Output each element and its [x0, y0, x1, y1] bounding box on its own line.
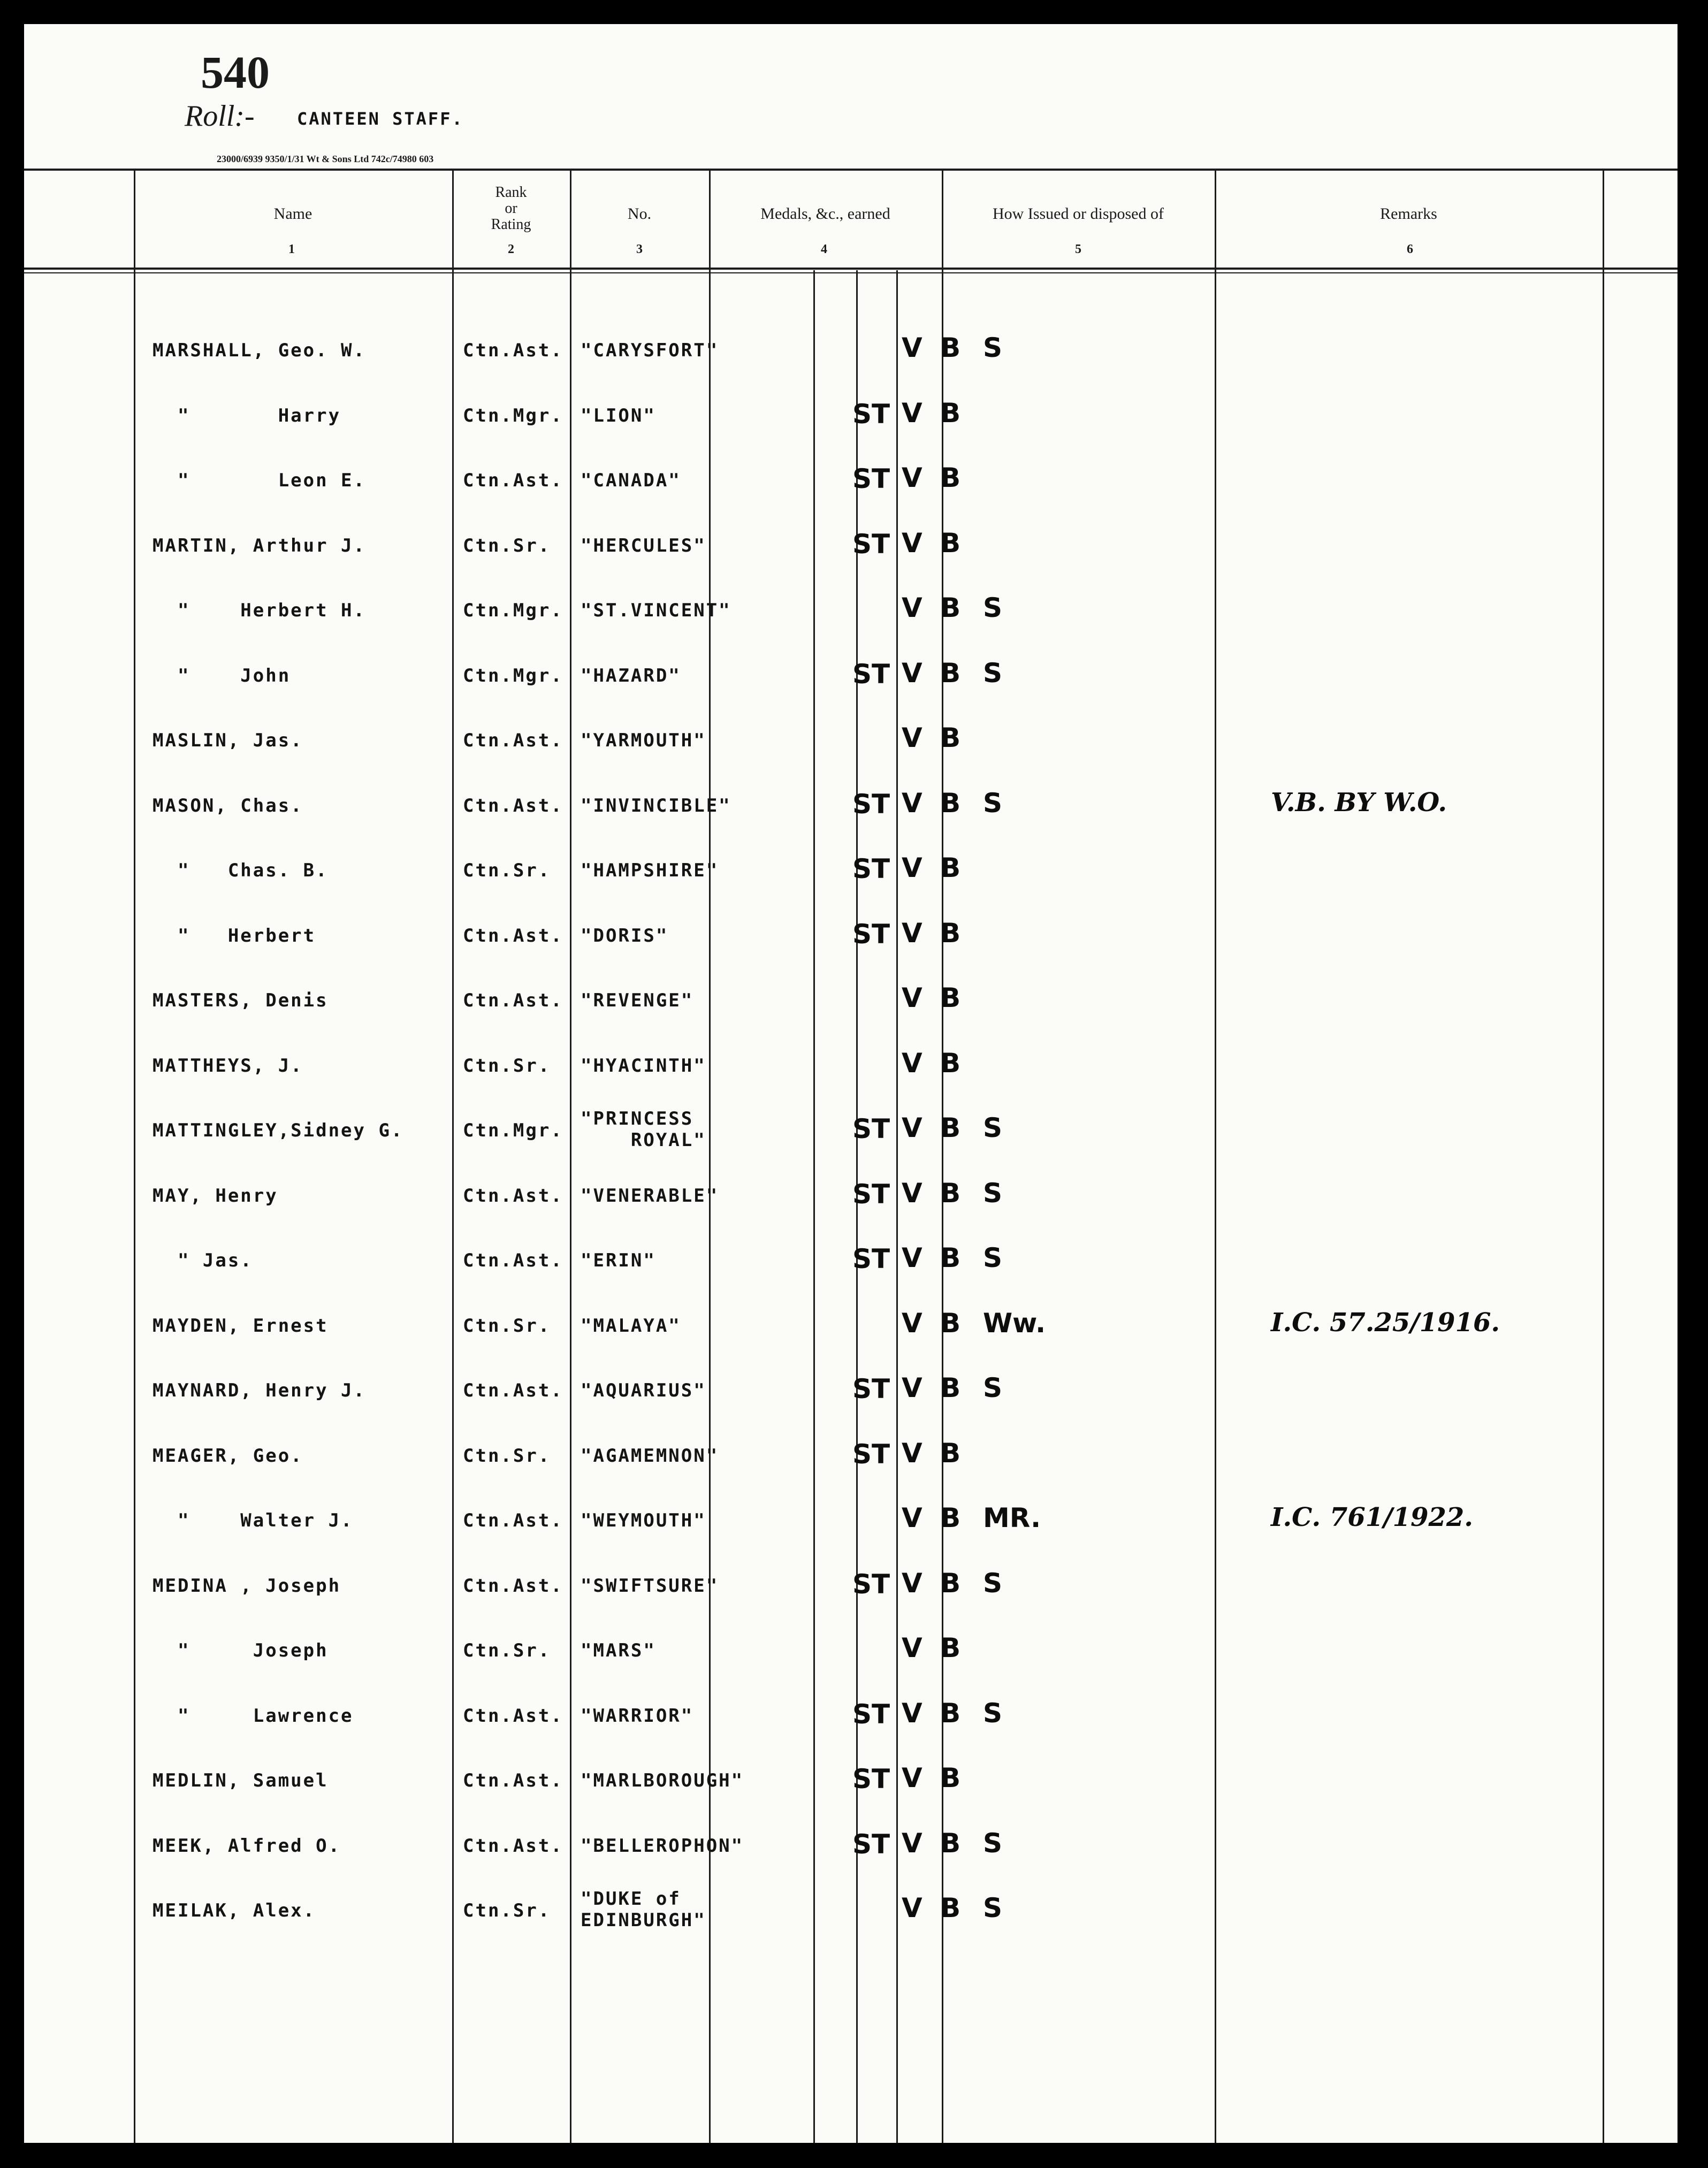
medal-star: ST: [852, 1373, 890, 1404]
medal-victory: V: [902, 1892, 922, 1923]
entry-name: MEAGER, Geo.: [152, 1445, 303, 1467]
issued-mark: S: [983, 1697, 1003, 1729]
medal-victory: V: [902, 787, 922, 819]
entry-ship-no: "PRINCESS ROYAL": [581, 1108, 706, 1151]
entry-rank: Ctn.Ast.: [463, 1250, 563, 1271]
table-row: [24, 1762, 1678, 1813]
table-row: [24, 592, 1678, 643]
entry-rank: Ctn.Ast.: [463, 1185, 563, 1207]
entry-name: MAYNARD, Henry J.: [152, 1380, 366, 1401]
medal-british: B: [940, 527, 961, 559]
medal-british: B: [940, 982, 961, 1013]
medal-star: ST: [852, 918, 890, 950]
header-bottom-rule-2: [24, 272, 1678, 273]
table-row: [24, 332, 1678, 383]
entry-name: MEDLIN, Samuel: [152, 1770, 329, 1791]
entry-name: MEILAK, Alex.: [152, 1900, 316, 1921]
entry-ship-no: "HAZARD": [581, 665, 681, 686]
table-row: [24, 1177, 1678, 1228]
roll-sheet: [24, 24, 1678, 2143]
medal-star: ST: [852, 853, 890, 884]
table-row: [24, 1827, 1678, 1878]
entry-ship-no: "AGAMEMNON": [581, 1445, 719, 1467]
entry-name: MASLIN, Jas.: [152, 730, 303, 751]
entry-ship-no: "WEYMOUTH": [581, 1510, 706, 1531]
entry-ship-no: "HERCULES": [581, 535, 706, 556]
entry-rank: Ctn.Ast.: [463, 1510, 563, 1531]
table-row: [24, 1307, 1678, 1358]
issued-mark: S: [983, 1242, 1003, 1273]
entry-rank: Ctn.Sr.: [463, 860, 551, 881]
medal-victory: V: [902, 1372, 922, 1403]
medal-british: B: [940, 1307, 961, 1339]
entry-name: " Chas. B.: [152, 860, 329, 881]
medal-victory: V: [902, 982, 922, 1013]
table-row: [24, 397, 1678, 448]
entry-ship-no: "CANADA": [581, 470, 681, 491]
entry-rank: Ctn.Ast.: [463, 925, 563, 946]
entry-rank: Ctn.Ast.: [463, 990, 563, 1011]
medal-victory: V: [902, 917, 922, 949]
medal-victory: V: [902, 1762, 922, 1793]
entry-ship-no: "MALAYA": [581, 1315, 681, 1337]
table-row: [24, 982, 1678, 1033]
roll-label: Roll:-: [185, 100, 255, 133]
medal-victory: V: [902, 1112, 922, 1143]
entry-name: MARTIN, Arthur J.: [152, 535, 366, 556]
medal-victory: V: [902, 332, 922, 363]
medal-victory: V: [902, 1502, 922, 1533]
issued-mark: S: [983, 1567, 1003, 1599]
medal-star: ST: [852, 1698, 890, 1730]
table-row: [24, 1242, 1678, 1293]
entry-ship-no: "ERIN": [581, 1250, 656, 1271]
medal-star: ST: [852, 788, 890, 820]
col-number-4: 4: [821, 242, 827, 256]
entry-rank: Ctn.Ast.: [463, 795, 563, 816]
medal-star: ST: [852, 528, 890, 560]
medal-british: B: [940, 722, 961, 753]
medal-british: B: [940, 462, 961, 493]
medal-star: ST: [852, 658, 890, 690]
entry-remark: I.C. 761/1922.: [1271, 1502, 1473, 1532]
entry-remark: I.C. 57.25/1916.: [1271, 1307, 1500, 1338]
table-row: [24, 657, 1678, 708]
col-number-2: 2: [508, 242, 514, 256]
entry-ship-no: "REVENGE": [581, 990, 694, 1011]
medal-british: B: [940, 332, 961, 363]
issued-mark: S: [983, 787, 1003, 819]
entry-rank: Ctn.Sr.: [463, 1445, 551, 1467]
medal-victory: V: [902, 722, 922, 753]
entry-name: MASTERS, Denis: [152, 990, 329, 1011]
issued-mark: Ww.: [983, 1307, 1046, 1339]
medal-british: B: [940, 852, 961, 883]
medal-british: B: [940, 1567, 961, 1599]
issued-mark: S: [983, 1372, 1003, 1403]
entry-ship-no: "SWIFTSURE": [581, 1575, 719, 1597]
entry-name: MEEK, Alfred O.: [152, 1835, 341, 1857]
table-row: [24, 1632, 1678, 1683]
medal-victory: V: [902, 1437, 922, 1469]
entry-ship-no: "MARS": [581, 1640, 656, 1661]
entry-rank: Ctn.Ast.: [463, 730, 563, 751]
medal-victory: V: [902, 657, 922, 689]
medal-victory: V: [902, 852, 922, 883]
entry-name: MAY, Henry: [152, 1185, 278, 1207]
entry-rank: Ctn.Ast.: [463, 1380, 563, 1401]
medal-british: B: [940, 1502, 961, 1533]
medal-star: ST: [852, 398, 890, 430]
table-row: [24, 852, 1678, 903]
medal-victory: V: [902, 397, 922, 429]
entry-rank: Ctn.Ast.: [463, 1705, 563, 1727]
entry-name: " Lawrence: [152, 1705, 354, 1727]
col-header-rank-text: Rank or Rating: [491, 184, 531, 233]
medal-british: B: [940, 657, 961, 689]
col-header-medals: Medals, &c., earned: [760, 205, 890, 223]
medal-victory: V: [902, 1567, 922, 1599]
entry-name: MARSHALL, Geo. W.: [152, 340, 366, 361]
entry-name: " Harry: [152, 404, 341, 426]
entry-rank: Ctn.Sr.: [463, 1055, 551, 1077]
entry-name: MAYDEN, Ernest: [152, 1315, 329, 1337]
col-header-name: Name: [273, 205, 312, 223]
entry-ship-no: "LION": [581, 404, 656, 426]
entry-rank: Ctn.Mgr.: [463, 665, 563, 686]
table-row: [24, 1437, 1678, 1488]
medal-star: ST: [852, 1178, 890, 1210]
entry-ship-no: "VENERABLE": [581, 1185, 719, 1207]
medal-british: B: [940, 1372, 961, 1403]
entry-name: " Jas.: [152, 1250, 253, 1271]
entry-remark: V.B. BY W.O.: [1271, 787, 1447, 818]
col-number-6: 6: [1407, 242, 1413, 256]
table-row: [24, 1372, 1678, 1423]
entry-name: MATTHEYS, J.: [152, 1055, 303, 1077]
top-rule: [24, 169, 1678, 171]
medal-victory: V: [902, 1307, 922, 1339]
medal-victory: V: [902, 592, 922, 623]
entry-rank: Ctn.Ast.: [463, 1575, 563, 1597]
issued-mark: S: [983, 657, 1003, 689]
medal-british: B: [940, 1892, 961, 1923]
col-header-rank: [452, 185, 570, 233]
medal-british: B: [940, 1177, 961, 1209]
col-header-remarks: Remarks: [1380, 205, 1437, 223]
entry-rank: Ctn.Mgr.: [463, 1120, 563, 1141]
medal-victory: V: [902, 527, 922, 559]
entry-ship-no: "DUKE of EDINBURGH": [581, 1888, 706, 1931]
entry-ship-no: "AQUARIUS": [581, 1380, 706, 1401]
table-row: [24, 787, 1678, 838]
medal-british: B: [940, 397, 961, 429]
medal-british: B: [940, 1632, 961, 1663]
medal-british: B: [940, 592, 961, 623]
medal-british: B: [940, 1437, 961, 1469]
medal-victory: V: [902, 1632, 922, 1663]
print-code: 23000/6939 9350/1/31 Wt & Sons Ltd 742c/74980 603: [217, 154, 434, 164]
entry-name: " Leon E.: [152, 470, 366, 491]
entry-name: " Herbert H.: [152, 600, 366, 621]
entry-rank: Ctn.Ast.: [463, 1835, 563, 1857]
entry-rank: Ctn.Mgr.: [463, 404, 563, 426]
medal-victory: V: [902, 1697, 922, 1729]
medal-star: ST: [852, 1113, 890, 1144]
medal-star: ST: [852, 1438, 890, 1470]
medal-british: B: [940, 917, 961, 949]
table-row: [24, 1697, 1678, 1748]
col-header-no: No.: [627, 205, 652, 223]
medal-british: B: [940, 1242, 961, 1273]
table-row: [24, 527, 1678, 578]
entry-rank: Ctn.Ast.: [463, 340, 563, 361]
col-number-3: 3: [636, 242, 643, 256]
medal-british: B: [940, 787, 961, 819]
medal-star: ST: [852, 1243, 890, 1274]
header-bottom-rule: [24, 268, 1678, 270]
entry-name: MATTINGLEY,Sidney G.: [152, 1120, 404, 1141]
medal-victory: V: [902, 1827, 922, 1859]
entry-name: " Herbert: [152, 925, 316, 946]
table-row: [24, 917, 1678, 968]
medal-british: B: [940, 1047, 961, 1079]
entry-rank: Ctn.Sr.: [463, 535, 551, 556]
page-number: 540: [201, 47, 270, 98]
entry-name: MASON, Chas.: [152, 795, 303, 816]
medal-star: ST: [852, 1828, 890, 1860]
table-row: [24, 1108, 1678, 1163]
table-row: [24, 1502, 1678, 1553]
col-header-issued: How Issued or disposed of: [993, 205, 1164, 223]
issued-mark: MR.: [983, 1502, 1041, 1533]
roll-title: CANTEEN STAFF.: [297, 109, 464, 129]
col-number-5: 5: [1075, 242, 1081, 256]
medal-british: B: [940, 1112, 961, 1143]
table-row: [24, 722, 1678, 773]
col-number-1: 1: [288, 242, 295, 256]
medal-victory: V: [902, 1177, 922, 1209]
medal-victory: V: [902, 462, 922, 493]
entry-rank: Ctn.Ast.: [463, 470, 563, 491]
entry-ship-no: "MARLBOROUGH": [581, 1770, 744, 1791]
medal-victory: V: [902, 1047, 922, 1079]
issued-mark: S: [983, 1177, 1003, 1209]
medal-star: ST: [852, 463, 890, 494]
entry-rank: Ctn.Sr.: [463, 1315, 551, 1337]
entry-ship-no: "HYACINTH": [581, 1055, 706, 1077]
issued-mark: S: [983, 332, 1003, 363]
issued-mark: S: [983, 1112, 1003, 1143]
medal-british: B: [940, 1697, 961, 1729]
entry-name: MEDINA , Joseph: [152, 1575, 341, 1597]
entry-ship-no: "ST.VINCENT": [581, 600, 731, 621]
medal-star: ST: [852, 1764, 890, 1795]
entry-name: " Walter J.: [152, 1510, 354, 1531]
entry-ship-no: "HAMPSHIRE": [581, 860, 719, 881]
issued-mark: S: [983, 592, 1003, 623]
table-row: [24, 1567, 1678, 1618]
entry-name: " John: [152, 665, 291, 686]
issued-mark: S: [983, 1892, 1003, 1923]
table-row: [24, 462, 1678, 513]
entry-rank: Ctn.Sr.: [463, 1640, 551, 1661]
entry-ship-no: "YARMOUTH": [581, 730, 706, 751]
entry-rank: Ctn.Sr.: [463, 1900, 551, 1921]
medal-victory: V: [902, 1242, 922, 1273]
medal-star: ST: [852, 1568, 890, 1600]
medal-british: B: [940, 1827, 961, 1859]
entry-ship-no: "WARRIOR": [581, 1705, 694, 1727]
medal-british: B: [940, 1762, 961, 1793]
entry-ship-no: "CARYSFORT": [581, 340, 719, 361]
issued-mark: S: [983, 1827, 1003, 1859]
table-row: [24, 1888, 1678, 1943]
entry-name: " Joseph: [152, 1640, 329, 1661]
entry-ship-no: "BELLEROPHON": [581, 1835, 744, 1857]
table-row: [24, 1047, 1678, 1098]
entry-ship-no: "DORIS": [581, 925, 669, 946]
entry-rank: Ctn.Ast.: [463, 1770, 563, 1791]
entry-rank: Ctn.Mgr.: [463, 600, 563, 621]
entry-ship-no: "INVINCIBLE": [581, 795, 731, 816]
